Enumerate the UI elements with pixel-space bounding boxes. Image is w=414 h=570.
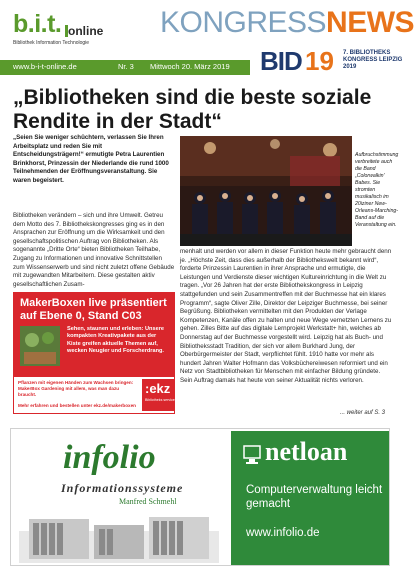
- logo-bit-text: b.i.t.: [13, 10, 62, 38]
- infolio-person: Manfred Schmehl: [119, 497, 177, 506]
- ekz-logo: [142, 379, 175, 411]
- page-header: [0, 0, 414, 76]
- makerbox-image: [20, 326, 60, 366]
- makerbox-footer-text: Pflanzen mit eigenen Händen zum Wachsen bringen: MakerBox Gardening mit allem, was man dazu braucht.: [18, 380, 134, 398]
- bid-logo-subtext: 7. BIBLIOTHEKS KONGRESS LEIPZIG 2019: [343, 50, 403, 70]
- netloan-description: Computerverwaltung leicht gemacht: [246, 484, 383, 510]
- logo-online-text: online: [68, 24, 104, 38]
- infolio-brand: infolio: [63, 439, 156, 476]
- infolio-ad[interactable]: [10, 428, 390, 566]
- bit-online-logo[interactable]: [13, 10, 123, 46]
- ekz-logo-subtext: Bibliotheks service: [145, 398, 175, 402]
- masthead-title-part1: KONGRESS: [160, 6, 327, 39]
- masthead-title: [160, 6, 414, 40]
- website-link[interactable]: www.b-i-t-online.de: [13, 62, 77, 71]
- infolio-tagline: Informationssysteme: [61, 481, 184, 495]
- article-headline: „Bibliotheken sind die beste soziale Rendite in der Stadt“: [13, 86, 372, 133]
- article-body-left: Bibliotheken verändern – sich und ihre Umwelt. Getreu dem Motto des 7. Bibliothekskongresses ging es in den Ansprachen zur Eröffnung um die Wirksamkeit und den gesellschaftspolitischen Auftrag von Bibliotheken. Als sogenannte „Dritte Orte“ bieten Bibliotheken Teilhabe, Zugang zu Informationen und innovative Schnittstellen zum Wissenserwerb und sind nicht zuletzt offene Gebäude mit zugewandten Mitarbeitern. Diese gestalten aktiv gesellschaftlichen Zusam-: [13, 212, 175, 288]
- library-shelf-image: [19, 511, 219, 563]
- bid19-logo: [255, 46, 403, 76]
- makerbox-ad[interactable]: [13, 292, 175, 414]
- infolio-website-link[interactable]: www.infolio.de: [246, 527, 320, 539]
- article-body-right: menhalt und werden vor allem in dieser Funktion heute mehr gebraucht denn je. „Höchste Zeit, dass dies außerhalb der Bibliothekswelt bekannt wird“, forderte Prinzessin Laurentien in ihrer Ansprache und ermutigte, die Leistungen und Verdienste dieser wichtigen Kultureinrichtung in die Welt zu tragen. „Vor 26 Jahren hat der erste Bibliothekskongress in Leipzig stattgefunden und sein Zusammentreffen mit der Buchmesse hat ein klares Programm“, sagte Oliver Zille, Direktor der Leipziger Buchmesse, bei seiner Begrüßung. Bibliotheken vermittelten mit den Produkten der Verlage Kompetenzen, Kanäle offen zu halten und neue Wege vernetzten Lernens zu gehen. Zilles Bitte auf das digitale Lernprojekt Werkstatt+ hin, welches ab Donnerstag auf der Buchmesse vorgestellt wird. Leipzig hat als Buch- und Bibliotheksstadt Tradition, der sich vor allem Burkhard Jung, der Oberbürgermeister der Stadt, verpflichtet fühlt. 1910 hatte vor mehr als hundert Jahren Walter Hofmann das Volksbüchereiwesen reformiert und ein Netz von Stadtbibliotheken für Menschen mit einfacher Bildung gründete. Sein Auftrag damals hat heute von seiner Aktualität nichts verloren.: [180, 248, 392, 384]
- ekz-logo-text: :ekz: [145, 381, 171, 396]
- makerbox-order-link[interactable]: Mehr erfahren und bestellen unter ekz.de/makerboxen: [18, 403, 136, 408]
- makerbox-footer: [13, 376, 175, 414]
- netloan-brand: netloan: [265, 437, 348, 466]
- continued-link[interactable]: ... weiter auf S. 3: [340, 410, 386, 416]
- issue-date: Mittwoch 20. März 2019: [150, 62, 230, 71]
- makerbox-text: Sehen, staunen und erleben: Unsere kompakten Kreativpakete aus der Kiste greifen aktuelle Themen auf, wecken Neugier und Forscherdrang.: [67, 326, 164, 355]
- info-strip: [0, 60, 250, 75]
- netloan-panel[interactable]: [231, 431, 389, 565]
- bid-logo-text: BID: [260, 46, 302, 76]
- bid-logo-number: 19: [305, 46, 334, 76]
- photo-caption: Aufbruchstimmung verbreitete auch die Band „Colorwalkin' Babes. Sie stromten musikalisch im 20iziner New-Orleans-Marching-Band auf die Veranstaltung ein.: [355, 152, 399, 228]
- issue-number: Nr. 3: [118, 62, 134, 71]
- logo-subtitle: Bibliothek Information Technologie: [13, 40, 90, 46]
- makerbox-title: MakerBoxen live präsentiert auf Ebene 0, Stand C03: [20, 297, 167, 322]
- event-photo: [180, 136, 352, 246]
- computer-icon: [243, 445, 261, 465]
- masthead-title-part2: NEWS: [326, 6, 414, 39]
- article-lead: „Seien Sie weniger schüchtern, verlassen Sie Ihren Arbeitsplatz und reden Sie mit Entscheidungsträgern!“ ermutigte Petra Laurentien Brinkhorst, Prinzessin der Niederlande die rund 1000 Teilnehmenden der Eröffnungsveranstaltung. Sie waren begeistert.: [13, 134, 169, 184]
